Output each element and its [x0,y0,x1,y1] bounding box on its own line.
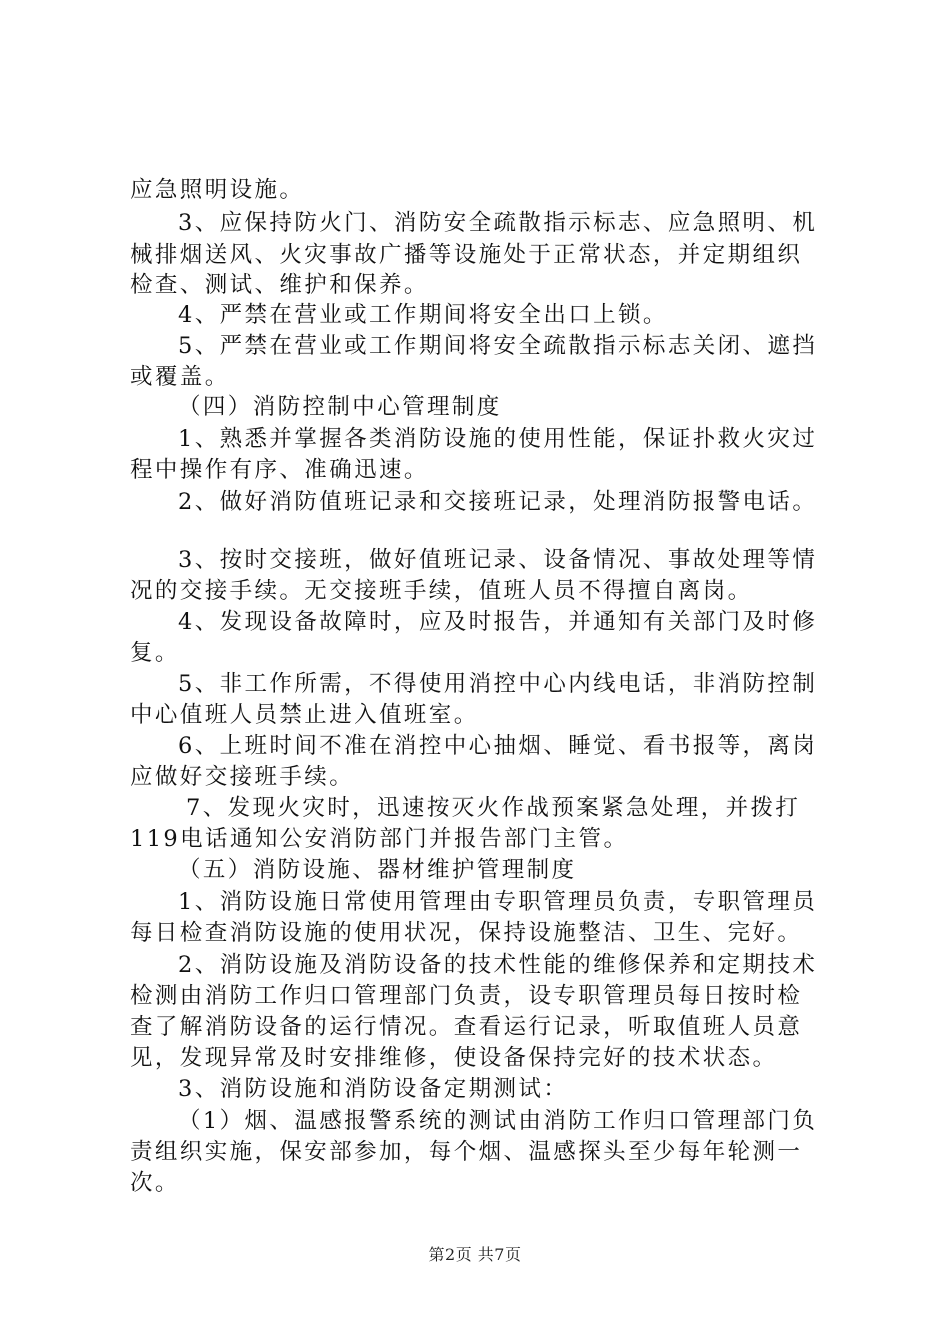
text-line: 检查、测试、维护和保养。 [130,272,429,298]
text-line: 应急照明设施。 [130,177,305,203]
text-line: 1、消防设施日常使用管理由专职管理员负责，专职管理员 [178,889,818,915]
text-line: 查了解消防设备的运行情况。查看运行记录，听取值班人员意 [130,1014,803,1040]
text-line: 7、发现火灾时，迅速按灭火作战预案紧急处理，并拨打 [186,795,801,821]
text-line: 5、严禁在营业或工作期间将安全疏散指示标志关闭、遮挡 [178,333,818,359]
text-line: 6、上班时间不准在消控中心抽烟、睡觉、看书报等，离岗 [178,733,818,759]
text-line: 4、严禁在营业或工作期间将安全出口上锁。 [178,302,668,328]
text-line: 次。 [130,1170,180,1196]
text-line: （1）烟、温感报警系统的测试由消防工作归口管理部门负 [178,1108,818,1134]
text-line: 械排烟送风、火灾事故广播等设施处于正常状态，并定期组织 [130,242,803,268]
text-line: 2、消防设施及消防设备的技术性能的维修保养和定期技术 [178,952,818,978]
text-line: 1、熟悉并掌握各类消防设施的使用性能，保证扑救火灾过 [178,426,818,452]
text-line: 3、按时交接班，做好值班记录、设备情况、事故处理等情 [178,547,818,573]
text-line: 每日检查消防设施的使用状况，保持设施整洁、卫生、完好。 [130,920,803,946]
text-line: 119电话通知公安消防部门并报告部门主管。 [130,826,629,852]
text-line: 中心值班人员禁止进入值班室。 [130,702,479,728]
text-line: 检测由消防工作归口管理部门负责，设专职管理员每日按时检 [130,983,803,1009]
text-line: 3、应保持防火门、消防安全疏散指示标志、应急照明、机 [178,210,818,236]
text-line: 4、发现设备故障时，应及时报告，并通知有关部门及时修 [178,609,818,635]
text-line: 或覆盖。 [130,364,230,390]
page-number-footer: 第2页 共7页 [428,1245,522,1264]
text-line: 5、非工作所需，不得使用消控中心内线电话，非消防控制 [178,671,818,697]
section-heading: （五）消防设施、器材维护管理制度 [178,857,577,883]
text-line: 复。 [130,640,180,666]
text-line: 见，发现异常及时安排维修，使设备保持完好的技术状态。 [130,1045,778,1071]
text-line: 况的交接手续。无交接班手续，值班人员不得擅自离岗。 [130,578,753,604]
text-line: 3、消防设施和消防设备定期测试： [178,1076,569,1102]
text-line: 责组织实施，保安部参加，每个烟、温感探头至少每年轮测一 [130,1139,803,1165]
text-line: 应做好交接班手续。 [130,764,355,790]
section-heading: （四）消防控制中心管理制度 [178,394,502,420]
text-line: 2、做好消防值班记录和交接班记录，处理消防报警电话。 [178,489,818,515]
text-line: 程中操作有序、准确迅速。 [130,457,429,483]
